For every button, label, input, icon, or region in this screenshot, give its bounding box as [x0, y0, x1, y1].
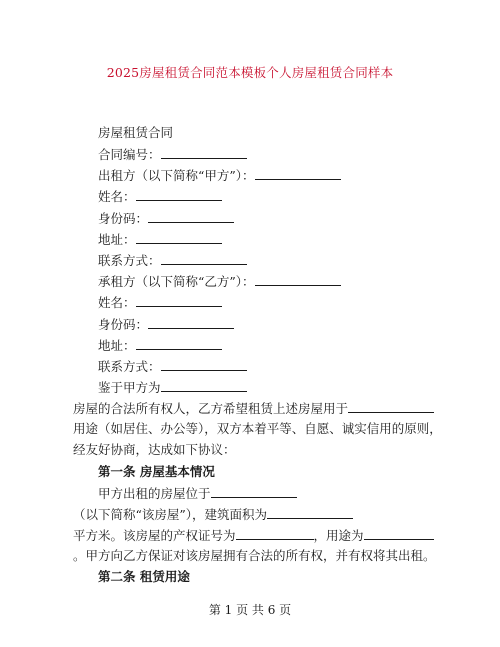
lessee-address-blank — [136, 337, 222, 350]
usage-blank — [348, 400, 434, 413]
art1-line3 — [73, 527, 434, 544]
lessor-name-blank — [136, 188, 222, 201]
contract-number-blank — [161, 146, 247, 159]
property-cert-blank — [236, 527, 314, 540]
art1-text3a: 平方米。该房屋的产权证号为 — [73, 528, 236, 543]
lessor-address-label: 地址： — [98, 232, 136, 247]
lessee-contact-label: 联系方式： — [98, 359, 161, 374]
para1-line3: 经友好协商，达成如下协议： — [73, 442, 236, 457]
lessee-id-label: 身份码： — [98, 317, 149, 332]
lessee-id-row — [98, 316, 234, 333]
location-blank — [211, 485, 297, 498]
lessor-id-blank — [148, 210, 234, 223]
lessee-name-blank — [136, 294, 222, 307]
lessor-name-row — [98, 188, 222, 205]
para1-line1 — [73, 400, 434, 417]
lessee-name-row — [98, 294, 222, 311]
contract-number-label: 合同编号： — [98, 147, 161, 162]
art1-text3b: ，用途为 — [313, 528, 364, 543]
lessor-address-blank — [136, 231, 222, 244]
lessor-row — [98, 167, 341, 184]
art1-text1: 甲方出租的房屋位于 — [98, 486, 211, 501]
art1-line1 — [98, 485, 297, 502]
purpose-blank — [364, 527, 434, 540]
lessor-blank — [255, 167, 341, 180]
lessor-address-row — [98, 231, 222, 248]
page-number: 第 1 页 共 6 页 — [208, 603, 292, 617]
art1-line2 — [73, 506, 353, 523]
lessee-name-label: 姓名： — [98, 295, 136, 310]
whereas-blank — [161, 379, 247, 392]
lessor-id-row — [98, 210, 234, 227]
lessee-id-blank — [148, 316, 234, 329]
area-blank — [267, 506, 353, 519]
para1-text1: 房屋的合法所有权人，乙方希望租赁上述房屋用于 — [73, 401, 349, 416]
art1-text2: （以下简称“该房屋”），建筑面积为 — [73, 507, 268, 522]
lessee-address-row — [98, 337, 222, 354]
lessor-contact-label: 联系方式： — [98, 253, 161, 268]
document-title: 2025房屋租赁合同范本模板个人房屋租赁合同样本 — [106, 65, 394, 80]
art1-line4: 。甲方向乙方保证对该房屋拥有合法的所有权，并有权将其出租。 — [73, 548, 436, 563]
lessee-contact-row — [98, 358, 247, 375]
para1-line2: 用途（如居住、办公等），双方本着平等、自愿、诚实信用的原则， — [73, 421, 442, 436]
lessee-contact-blank — [161, 358, 247, 371]
article1-title: 第一条 房屋基本情况 — [98, 464, 215, 479]
whereas-label: 鉴于甲方为 — [98, 380, 161, 395]
lessee-label: 承租方（以下简称“乙方”）： — [98, 274, 255, 289]
contract-heading: 房屋租赁合同 — [98, 125, 174, 140]
lessor-id-label: 身份码： — [98, 211, 149, 226]
whereas-row — [98, 379, 247, 396]
contract-number-row — [98, 146, 247, 163]
lessor-label: 出租方（以下简称“甲方”）： — [98, 168, 255, 183]
lessor-contact-blank — [161, 252, 247, 265]
article2-title: 第二条 租赁用途 — [98, 569, 190, 584]
lessor-contact-row — [98, 252, 247, 269]
lessor-name-label: 姓名： — [98, 189, 136, 204]
lessee-address-label: 地址： — [98, 338, 136, 353]
lessee-blank — [255, 273, 341, 286]
lessee-row — [98, 273, 341, 290]
